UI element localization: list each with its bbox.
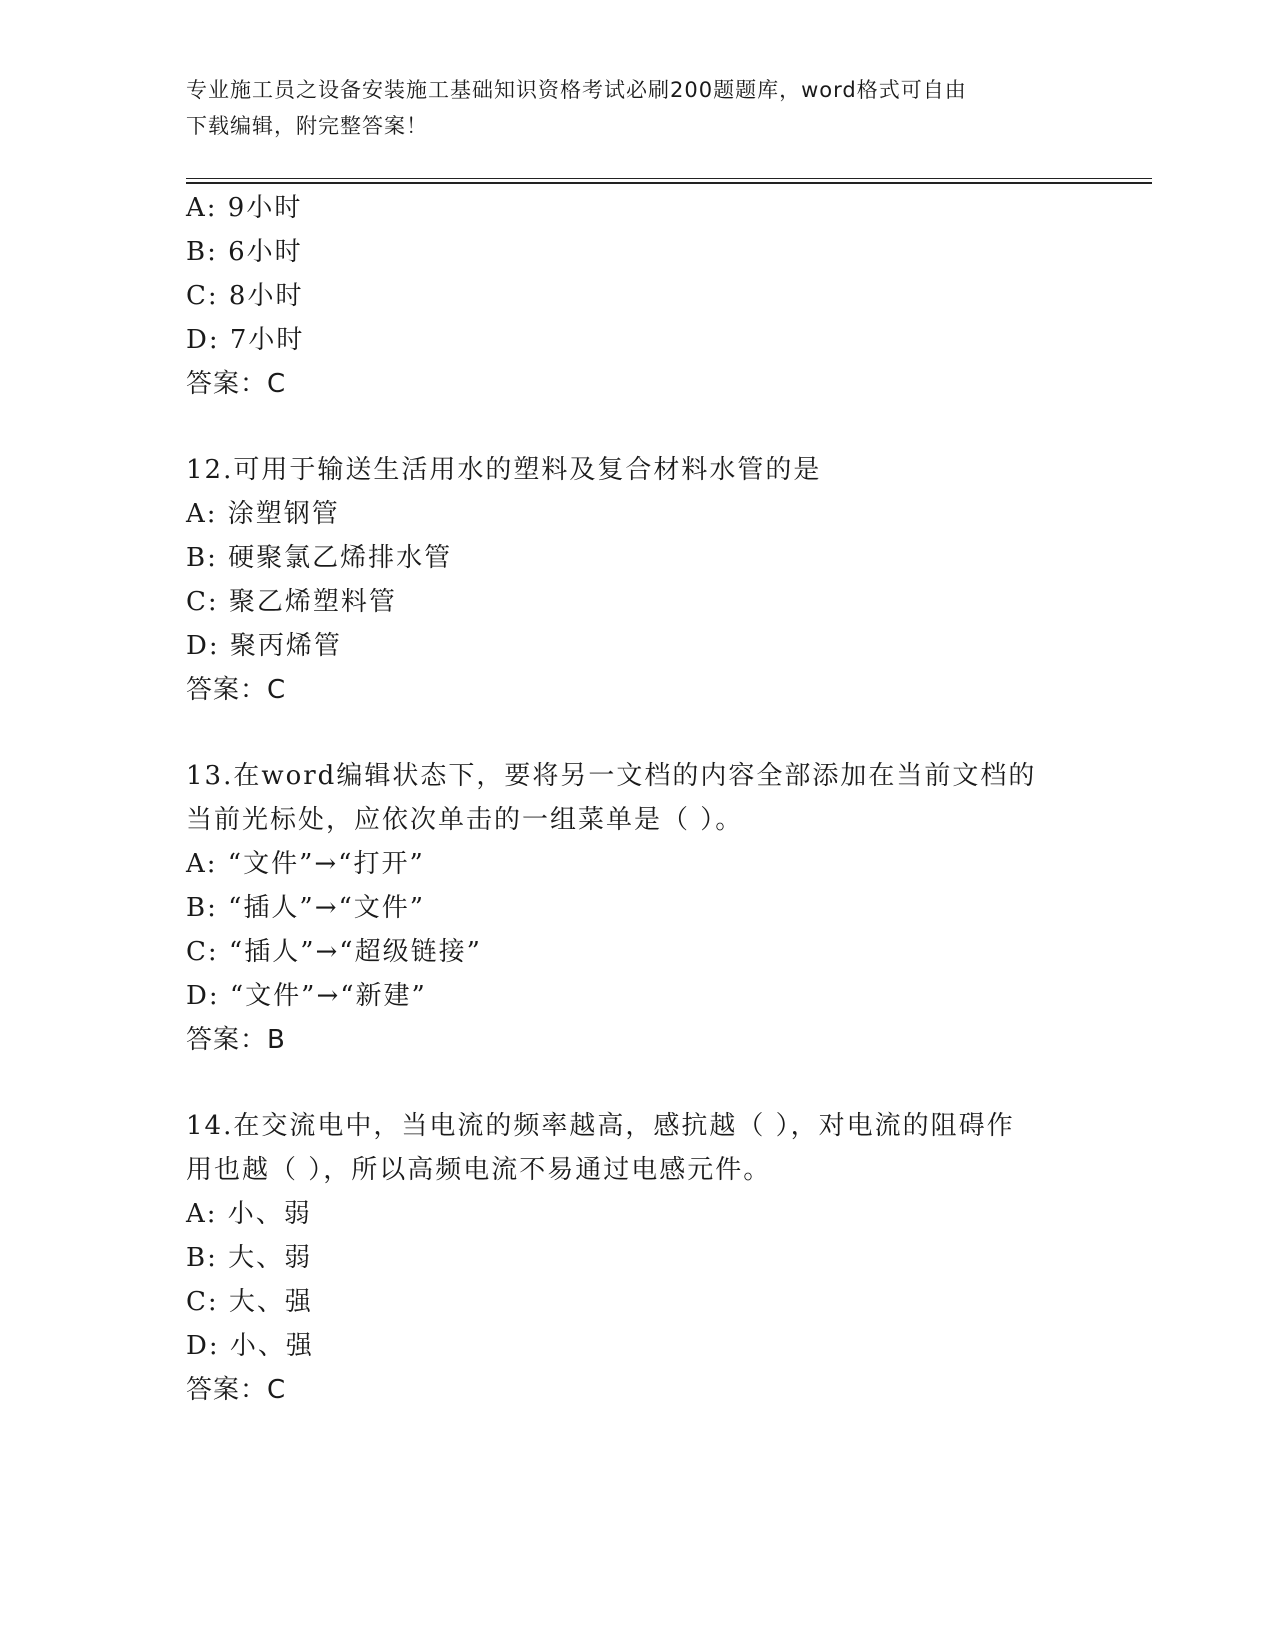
q14-option-b: B: 大、弱 bbox=[186, 1243, 313, 1273]
document-header bbox=[186, 72, 1066, 144]
q13-option-b: B: “插人”→“文件” bbox=[186, 893, 426, 923]
q14-stem-line-1: 14.在交流电中，当电流的频率越高，感抗越（ ），对电流的阻碍作 bbox=[186, 1111, 1015, 1141]
q13-option-c: C: “插人”→“超级链接” bbox=[186, 937, 482, 967]
header-divider-bottom bbox=[186, 182, 1152, 184]
q13-option-d: D: “文件”→“新建” bbox=[186, 981, 427, 1011]
q14-option-c: C: 大、强 bbox=[186, 1287, 313, 1317]
q13-stem-line-2: 当前光标处，应依次单击的一组菜单是（ ）。 bbox=[186, 805, 744, 835]
q12-stem: 12.可用于输送生活用水的塑料及复合材料水管的是 bbox=[186, 455, 822, 485]
q12-option-c: C: 聚乙烯塑料管 bbox=[186, 587, 397, 617]
q12-answer: 答案：C bbox=[186, 675, 287, 705]
header-divider-top bbox=[186, 178, 1152, 179]
q14-option-d: D: 小、强 bbox=[186, 1331, 314, 1361]
q12-option-d: D: 聚丙烯管 bbox=[186, 631, 342, 661]
q14-answer: 答案：C bbox=[186, 1375, 287, 1405]
q11-option-d: D: 7小时 bbox=[186, 325, 305, 355]
q14-option-a: A: 小、弱 bbox=[186, 1199, 312, 1229]
q13-stem-line-1: 13.在word编辑状态下，要将另一文档的内容全部添加在当前文档的 bbox=[186, 761, 1037, 791]
q11-option-b: B: 6小时 bbox=[186, 237, 303, 267]
q14-stem-line-2: 用也越（ ），所以高频电流不易通过电感元件。 bbox=[186, 1155, 772, 1185]
q11-answer: 答案：C bbox=[186, 369, 287, 399]
q13-option-a: A: “文件”→“打开” bbox=[186, 849, 425, 879]
q11-option-a: A: 9小时 bbox=[186, 193, 303, 223]
q13-answer: 答案：B bbox=[186, 1025, 286, 1055]
header-line-2: 下载编辑，附完整答案！ bbox=[186, 114, 428, 138]
q12-option-b: B: 硬聚氯乙烯排水管 bbox=[186, 543, 453, 573]
q11-option-c: C: 8小时 bbox=[186, 281, 304, 311]
q12-option-a: A: 涂塑钢管 bbox=[186, 499, 340, 529]
header-line-1: 专业施工员之设备安装施工基础知识资格考试必刷200题题库，word格式可自由 bbox=[186, 78, 967, 102]
